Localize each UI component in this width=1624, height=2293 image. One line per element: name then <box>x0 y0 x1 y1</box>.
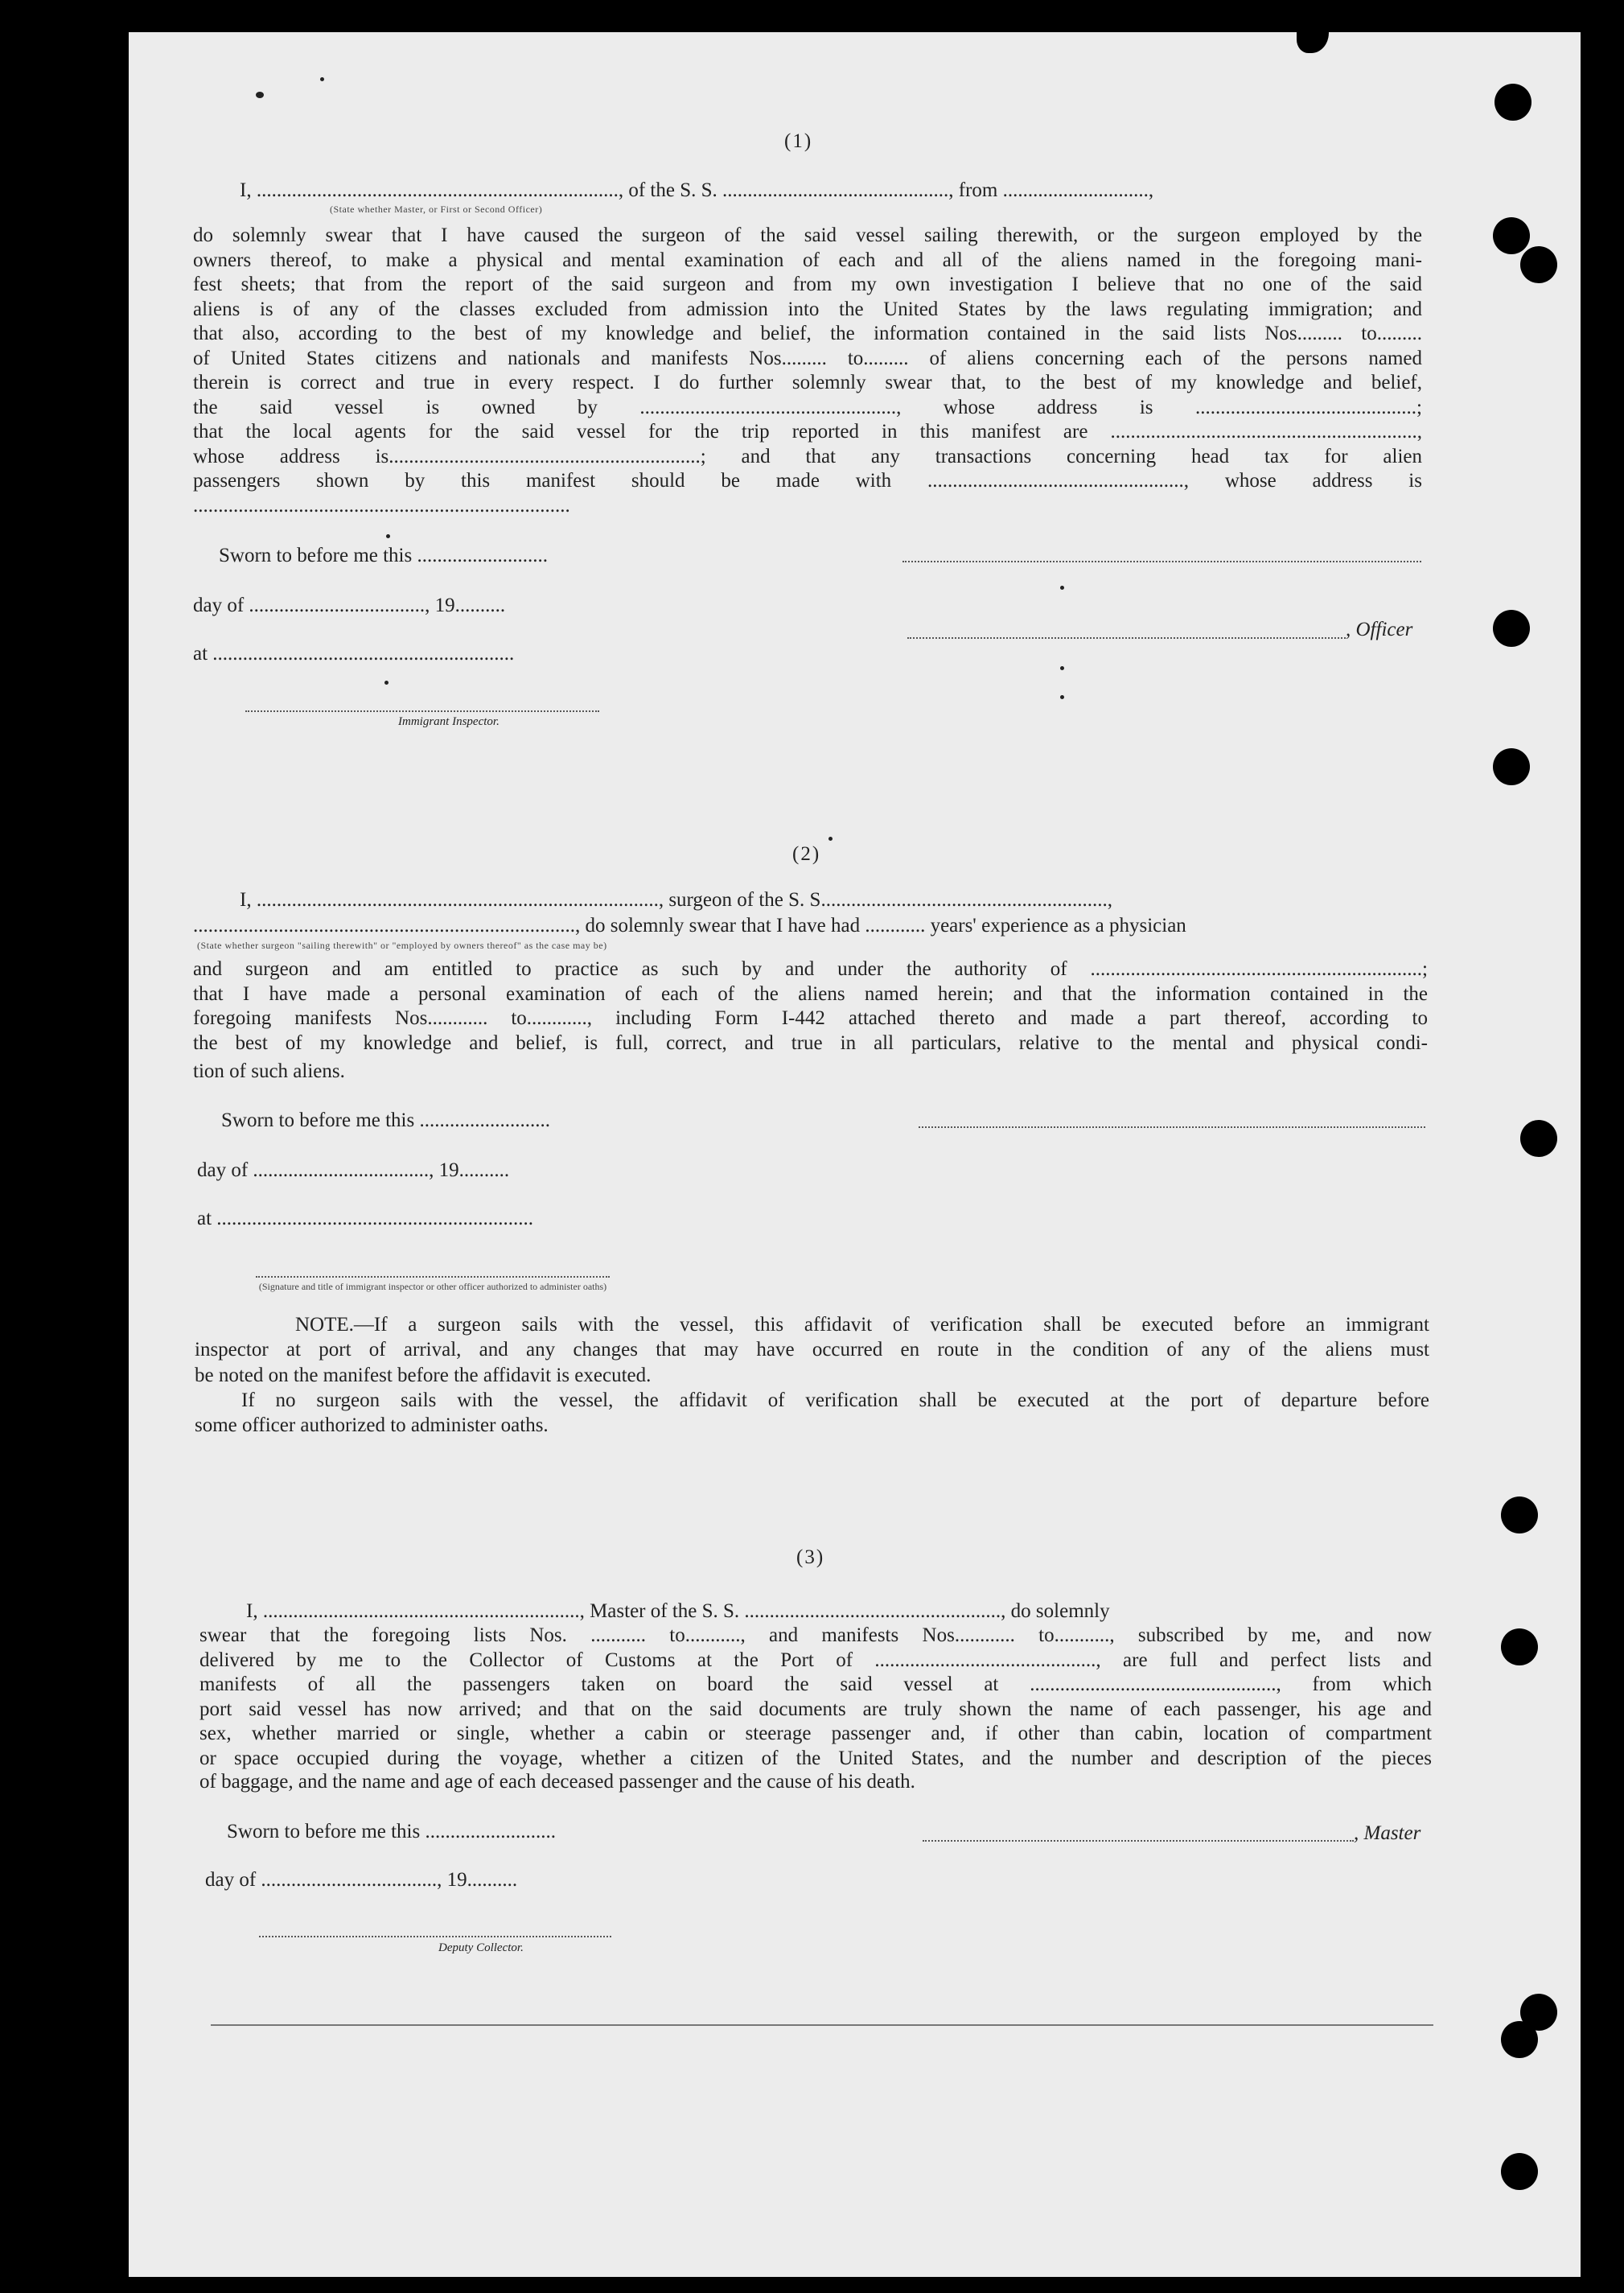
section-2-day: day of ..................................., 19.......... <box>197 1159 510 1181</box>
section-3-sworn: Sworn to before me this .......................... <box>227 1821 556 1842</box>
section-1-officer-caption: (State whether Master, or First or Second Officer) <box>330 204 543 215</box>
oath-line: foregoing manifests Nos............ to............, including Form I-442 attached thereto and made a part thereof, according to <box>193 1007 1428 1029</box>
note-line: NOTE.—If a surgeon sails with the vessel, this affidavit of verification shall be executed before an immigrant <box>295 1314 1429 1336</box>
section-2-note-last: be noted on the manifest before the affidavit is executed. <box>195 1365 652 1386</box>
section-3-last-line: of baggage, and the name and age of each deceased passenger and the cause of his death. <box>199 1771 915 1793</box>
section-1-at: at ............................................................ <box>193 643 515 665</box>
oath-line: owners thereof, to make a physical and mental examination of each and all of the aliens named in the foregoing mani- <box>193 249 1422 271</box>
punch-hole <box>1493 610 1530 647</box>
section-2-experience-line: ............................................................................, do solemnly swear that I have had ............ years' experience as a physician <box>193 915 1186 937</box>
speck <box>256 92 264 98</box>
section-1-sworn: Sworn to before me this .......................... <box>219 545 548 566</box>
section-2-note-2 <box>241 1389 1429 1414</box>
section-1-officer-label: , Officer <box>1346 619 1413 640</box>
section-1-day: day of ..................................., 19.......... <box>193 595 506 616</box>
section-2-note-2-last: some officer authorized to administer oaths. <box>195 1414 549 1436</box>
punch-hole <box>1501 2153 1538 2190</box>
oath-line: port said vessel has now arrived; and that on the said documents are truly shown the name of each passenger, his age and <box>199 1698 1432 1720</box>
oath-line: delivered by me to the Collector of Customs at the Port of ............................................, are full and perfect lists and <box>199 1649 1432 1671</box>
oath-line: sex, whether married or single, whether a cabin or steerage passenger and, if other than cabin, location of compartment <box>199 1723 1432 1744</box>
speck <box>384 681 389 685</box>
section-2-surgeon-caption: (State whether surgeon "sailing therewith" or "employed by owners thereof" as the case may be) <box>197 940 607 951</box>
speck <box>386 534 390 538</box>
oath-line: of United States citizens and nationals and manifests Nos......... to......... of aliens concerning each of the persons named <box>193 347 1422 369</box>
punch-hole <box>1493 217 1530 254</box>
section-2-signature-line <box>919 1126 1425 1128</box>
section-2-oath-body <box>193 957 1428 1056</box>
section-3-day: day of ..................................., 19.......... <box>205 1869 518 1891</box>
oath-line: and surgeon and am entitled to practice as such by and under the authority of ..................................................................; <box>193 958 1428 980</box>
section-2-inspector-line <box>256 1276 610 1278</box>
oath-line: the best of my knowledge and belief, is full, correct, and true in all particulars, relative to the mental and physical condi- <box>193 1031 1428 1054</box>
section-3-number: (3) <box>796 1546 825 1568</box>
note-line: If no surgeon sails with the vessel, the affidavit of verification shall be executed at the port of departure before <box>241 1389 1429 1411</box>
bottom-rule <box>211 2024 1433 2026</box>
oath-line: passengers shown by this manifest should be made with ..................................................., whose address is <box>193 470 1422 492</box>
section-1-signature-line <box>902 561 1421 562</box>
punch-hole <box>1520 1120 1557 1157</box>
oath-line: therein is correct and true in every respect. I do further solemnly swear that, to the best of my knowledge and belief, <box>193 372 1422 393</box>
oath-line: that also, according to the best of my knowledge and belief, the information contained in the said lists Nos......... to......... <box>193 323 1422 344</box>
section-1-opening-line: I, ........................................................................, of the S. S. ............................................., from ............................., <box>240 179 1154 201</box>
section-2-at: at ............................................................... <box>197 1208 534 1229</box>
section-3-deputy-line <box>259 1936 611 1937</box>
oath-line: do solemnly swear that I have caused the surgeon of the said vessel sailing therewith, or the surgeon employed by the <box>193 224 1422 246</box>
section-2-number: (2) <box>792 843 821 865</box>
punch-hole <box>1493 748 1530 785</box>
section-3-oath-body <box>199 1624 1432 1771</box>
speck <box>1060 666 1064 670</box>
section-2-note <box>195 1313 1429 1362</box>
punch-hole <box>1501 1628 1538 1665</box>
oath-line: aliens is of any of the classes excluded from admission into the United States by the laws regulating immigration; and <box>193 298 1422 320</box>
speck <box>320 77 324 81</box>
oath-line: swear that the foregoing lists Nos. ........... to..........., and manifests Nos............ to..........., subscribed by me, and now <box>199 1624 1432 1646</box>
note-line: inspector at port of arrival, and any changes that may have occurred en route in the condition of any of the aliens must <box>195 1338 1429 1361</box>
speck <box>828 837 833 841</box>
punch-hole <box>1501 2021 1538 2058</box>
section-3-master-line <box>923 1840 1354 1842</box>
oath-line: whose address is..............................................................; and that any transactions concerning head tax for alien <box>193 445 1422 467</box>
oath-line: fest sheets; that from the report of the said surgeon and from my own investigation I believe that no one of the said <box>193 274 1422 295</box>
punch-hole <box>1501 1496 1538 1533</box>
oath-line: manifests of all the passengers taken on board the said vessel at ................................................., from which <box>199 1673 1432 1695</box>
section-2-sworn: Sworn to before me this .......................... <box>221 1109 550 1131</box>
oath-line: that the local agents for the said vessel for the trip reported in this manifest are ............................................................., <box>193 421 1422 443</box>
section-2-last-line: tion of such aliens. <box>193 1060 345 1082</box>
section-1-inspector-caption: Immigrant Inspector. <box>398 715 500 728</box>
section-2-opening-line: I, ................................................................................, surgeon of the S. S........................................................., <box>240 889 1112 911</box>
section-3-deputy-caption: Deputy Collector. <box>438 1941 524 1954</box>
punch-hole <box>1520 246 1557 283</box>
punch-hole <box>1494 84 1531 121</box>
section-1-last-line: ........................................................................... <box>193 495 570 517</box>
section-3-master-label: , Master <box>1354 1822 1421 1844</box>
section-2-signature-caption: (Signature and title of immigrant inspector or other officer authorized to administer oaths) <box>258 1281 607 1292</box>
section-3-opening-line: I, ..............................................................., Master of the S. S. ..................................................., do solemnly <box>246 1600 1110 1622</box>
speck <box>1060 586 1064 590</box>
section-1-officer-line <box>907 637 1346 639</box>
section-1-oath-body <box>193 224 1422 494</box>
oath-line: or space occupied during the voyage, whether a citizen of the United States, and the number and description of the pieces <box>199 1747 1432 1769</box>
speck <box>1060 695 1064 699</box>
oath-line: the said vessel is owned by ..................................................., whose address is ............................................; <box>193 396 1422 418</box>
section-1-inspector-line <box>245 710 599 712</box>
oath-line: that I have made a personal examination of each of the aliens named herein; and that the information contained in the <box>193 982 1428 1005</box>
section-1-number: (1) <box>784 130 813 152</box>
